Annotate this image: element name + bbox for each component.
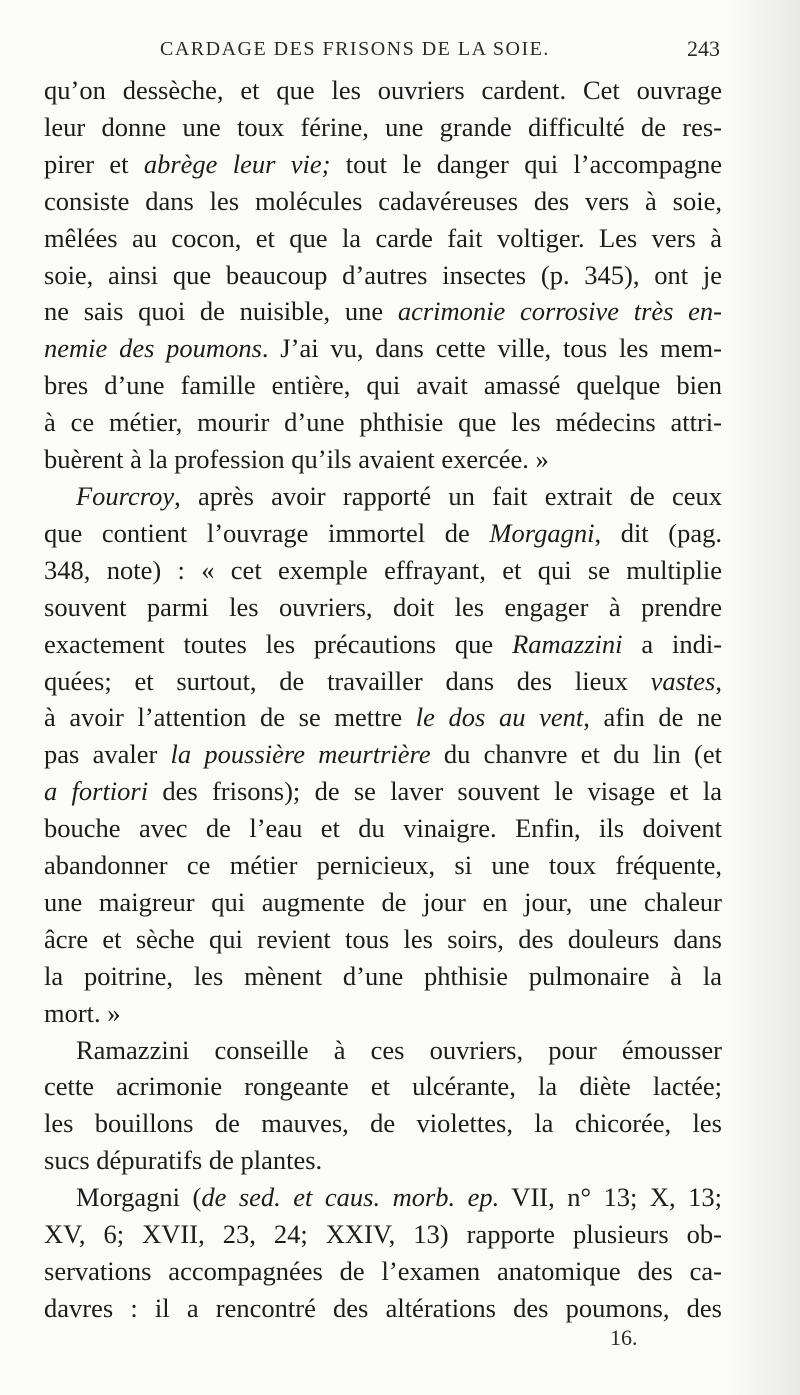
- text-run: âcre et sèche qui revient tous les soirs, des douleurs dans: [44, 923, 722, 954]
- text-line: [44, 699, 722, 736]
- text-line: [44, 884, 722, 921]
- italic-run: vastes: [650, 665, 716, 696]
- text-line: [44, 1253, 722, 1290]
- paragraph: [44, 478, 722, 1032]
- text-run: bres d’une famille entière, qui avait amassé quelque bien: [44, 370, 722, 401]
- text-run: que contient l’ouvrage immortel de: [44, 517, 490, 548]
- text-line: [44, 1105, 722, 1142]
- text-line: [44, 404, 722, 441]
- text-run: 348, note) : « cet exemple effrayant, et qui se multiplie: [44, 554, 722, 585]
- text-line: [44, 810, 722, 847]
- text-run: à ce métier, mourir d’une phthisie que les médecins attri-: [44, 407, 722, 438]
- text-run: des frisons); de se laver souvent le visage et la: [148, 776, 723, 807]
- text-run: consiste dans les molécules cadavéreuses des vers à soie,: [44, 185, 722, 216]
- text-line: [44, 515, 722, 552]
- text-line: [44, 736, 722, 773]
- text-run: cette acrimonie rongeante et ulcérante, la diète lactée;: [44, 1071, 722, 1102]
- italic-run: nemie des poumons: [44, 333, 262, 364]
- text-line: [44, 663, 722, 700]
- text-line: [44, 773, 722, 810]
- italic-run: Ramazzini: [512, 628, 623, 659]
- text-line: [44, 146, 722, 183]
- italic-run: le dos au vent: [415, 702, 584, 733]
- text-line: [44, 330, 722, 367]
- text-line: [44, 72, 722, 109]
- paragraph: [44, 72, 722, 478]
- text-run: les bouillons de mauves, de violettes, la chicorée, les: [44, 1108, 722, 1139]
- text-run: ,: [715, 665, 722, 696]
- page-number: 243: [687, 36, 720, 61]
- text-run: servations accompagnées de l’examen anatomique des ca-: [44, 1256, 722, 1286]
- text-run: , afin de ne: [583, 702, 722, 733]
- text-run: a indi-: [622, 628, 723, 659]
- text-run: souvent parmi les ouvriers, doit les engager à prendre: [44, 591, 722, 622]
- text-line: [44, 367, 722, 404]
- text-run: sucs dépuratifs de plantes.: [44, 1145, 323, 1176]
- text-line: [44, 847, 722, 884]
- italic-run: de sed. et caus. morb. ep.: [201, 1182, 500, 1213]
- text-line: [44, 1179, 722, 1216]
- text-run: à avoir l’attention de se mettre: [44, 702, 416, 733]
- text-line: [44, 220, 722, 257]
- text-run: , après avoir rapporté un fait extrait de ceux: [174, 480, 722, 511]
- text-run: qu’on dessèche, et que les ouvriers cardent. Cet ouvrage: [44, 75, 722, 105]
- text-line: [44, 257, 722, 294]
- text-run: exactement toutes les précautions que: [44, 628, 513, 659]
- text-line: [44, 441, 722, 478]
- text-line: [44, 1142, 722, 1179]
- italic-run: abrège leur vie;: [143, 148, 331, 179]
- page-header: [160, 32, 720, 66]
- text-run: la poitrine, les mènent d’une phthisie pulmonaire à la: [44, 960, 722, 991]
- italic-run: Morgagni: [489, 517, 595, 548]
- text-run: leur donne une toux férine, une grande difficulté de res-: [44, 111, 722, 142]
- text-line: [44, 626, 722, 663]
- text-run: du chanvre et du lin (et: [430, 739, 722, 770]
- text-line: [44, 183, 722, 220]
- text-run: pas avaler: [44, 739, 171, 770]
- text-line: [44, 552, 722, 589]
- text-line: [44, 589, 722, 626]
- text-run: buèrent à la profession qu’ils avaient exercée. »: [44, 444, 549, 475]
- italic-run: a fortiori: [44, 776, 149, 807]
- italic-run: Fourcroy: [76, 480, 175, 511]
- text-run: tout le danger qui l’accompagne: [330, 148, 722, 179]
- text-line: [44, 1290, 722, 1327]
- text-run: pirer et: [44, 148, 144, 179]
- running-head: CARDAGE DES FRISONS DE LA SOIE.: [160, 38, 550, 60]
- text-line: [44, 921, 722, 958]
- paragraph: [44, 1032, 722, 1180]
- text-run: bouche avec de l’eau et du vinaigre. Enfin, ils doivent: [44, 813, 722, 844]
- italic-run: acrimonie corrosive très en-: [397, 296, 723, 327]
- italic-run: la poussière meurtrière: [170, 739, 431, 770]
- text-run: XV, 6; XVII, 23, 24; XXIV, 13) rapporte plusieurs ob-: [44, 1219, 722, 1250]
- text-line: [44, 1068, 722, 1105]
- text-run: quées; et surtout, de travailler dans des lieux: [44, 665, 651, 696]
- text-run: soie, ainsi que beaucoup d’autres insectes (p. 345), ont je: [44, 259, 722, 290]
- text-run: Morgagni (: [76, 1182, 202, 1213]
- text-run: Ramazzini conseille à ces ouvriers, pour émousser: [76, 1034, 722, 1065]
- text-line: [44, 1216, 722, 1253]
- text-line: [44, 958, 722, 995]
- text-line: [44, 478, 722, 515]
- text-run: mort. »: [44, 997, 121, 1028]
- text-line: [44, 293, 722, 330]
- paragraph: [44, 1179, 722, 1327]
- text-run: , dit (pag.: [594, 517, 723, 548]
- text-line: [44, 109, 722, 146]
- text-run: ne sais quoi de nuisible, une: [44, 296, 398, 327]
- text-run: mêlées au cocon, et que la carde fait voltiger. Les vers à: [44, 222, 722, 253]
- signature-mark: 16.: [610, 1325, 638, 1350]
- text-run: abandonner ce métier pernicieux, si une toux fréquente,: [44, 850, 722, 881]
- text-run: VII, n° 13; X, 13;: [499, 1182, 723, 1213]
- text-line: [44, 995, 722, 1032]
- text-run: davres : il a rencontré des altérations des poumons, des: [44, 1292, 722, 1323]
- text-run: une maigreur qui augmente de jour en jour, une chaleur: [44, 886, 722, 917]
- text-line: [44, 1032, 722, 1069]
- text-run: . J’ai vu, dans cette ville, tous les mem-: [261, 333, 722, 364]
- page-edge-shadow: [730, 0, 800, 1395]
- body-text: [44, 72, 722, 1327]
